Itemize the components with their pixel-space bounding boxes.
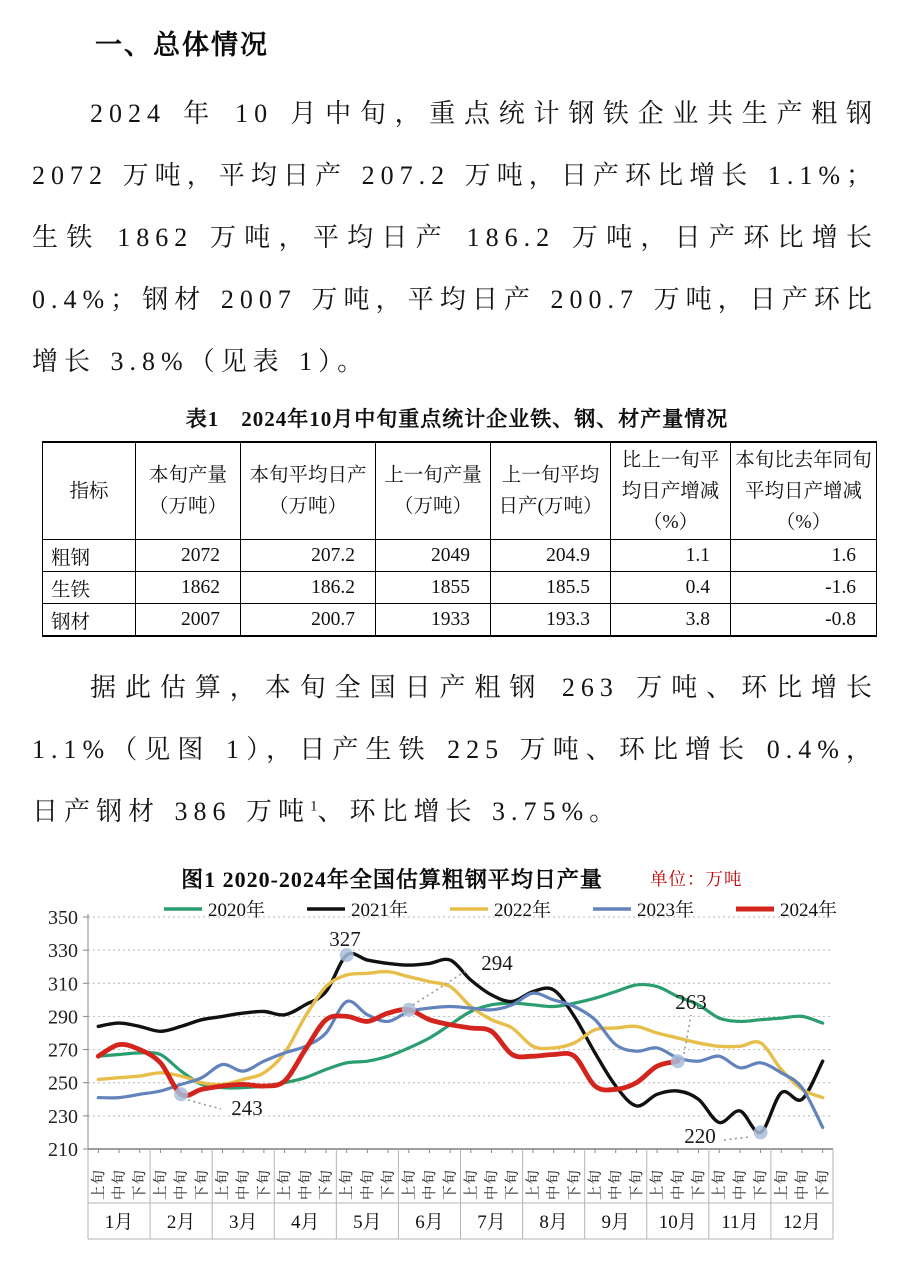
- x-period-label: 中旬: [484, 1169, 501, 1201]
- cell-value: 1933: [376, 604, 491, 637]
- col-header-indicator: 指标: [43, 442, 136, 540]
- col-header-change-vs-prev: 比上一旬平均日产增减（%）: [611, 442, 731, 540]
- col-header-change-vs-lastyear: 本旬比去年同旬平均日产增减（%）: [731, 442, 877, 540]
- cell-value: 200.7: [241, 604, 376, 637]
- cell-value: 193.3: [491, 604, 611, 637]
- x-month-label: 11月: [721, 1212, 759, 1234]
- footnote-marker: 1: [310, 798, 318, 815]
- cell-value: -1.6: [731, 572, 877, 604]
- annotation-marker-263: [671, 1054, 685, 1068]
- table-row-crude-steel: [43, 540, 877, 572]
- chart-unit-label: 单位：万吨: [650, 869, 743, 890]
- x-period-label: 下旬: [132, 1169, 149, 1201]
- cell-value: 1.6: [731, 540, 877, 572]
- cell-value: 2072: [136, 540, 241, 572]
- annotation-label-294: 294: [481, 951, 513, 976]
- x-period-label: 下旬: [443, 1169, 460, 1201]
- x-month-label: 7月: [477, 1212, 506, 1234]
- y-tick-label: 290: [48, 1006, 78, 1029]
- x-month-label: 9月: [601, 1212, 630, 1234]
- x-period-label: 下旬: [194, 1169, 211, 1201]
- legend-label-2021年: 2021年: [351, 900, 409, 922]
- table-row-steel-products: [43, 604, 877, 637]
- figure1-chart: [0, 849, 914, 1263]
- cell-value: -0.8: [731, 604, 877, 637]
- cell-value: 2049: [376, 540, 491, 572]
- x-period-label: 上旬: [277, 1169, 294, 1201]
- series-line-2023年: [98, 993, 822, 1127]
- x-period-label: 中旬: [422, 1169, 439, 1201]
- cell-value: 207.2: [241, 540, 376, 572]
- x-period-label: 中旬: [112, 1169, 128, 1201]
- col-header-prev-output: 上一旬产量（万吨）: [376, 442, 491, 540]
- x-period-label: 下旬: [691, 1169, 708, 1201]
- annotation-leader: [413, 971, 466, 1005]
- x-month-label: 8月: [539, 1212, 568, 1234]
- col-header-prev-daily: 上一旬平均日产(万吨）: [491, 442, 611, 540]
- x-period-label: 上旬: [91, 1169, 108, 1201]
- col-header-current-daily: 本旬平均日产（万吨）: [241, 442, 376, 540]
- x-period-label: 上旬: [588, 1169, 604, 1201]
- y-tick-label: 330: [48, 940, 78, 963]
- cell-value: 204.9: [491, 540, 611, 572]
- x-period-label: 上旬: [774, 1169, 791, 1201]
- x-month-label: 3月: [228, 1212, 258, 1234]
- row-label: 钢材: [43, 604, 136, 637]
- legend-label-2020年: 2020年: [208, 900, 266, 922]
- x-period-label: 中旬: [360, 1169, 377, 1201]
- x-period-label: 下旬: [319, 1169, 335, 1201]
- x-period-label: 中旬: [795, 1169, 811, 1201]
- y-tick-label: 230: [48, 1105, 78, 1128]
- cell-value: 1862: [136, 572, 241, 604]
- x-period-label: 中旬: [732, 1169, 749, 1201]
- annotation-leader: [188, 1100, 221, 1109]
- cell-value: 1.1: [611, 540, 731, 572]
- paragraph-estimate: [32, 657, 878, 843]
- cell-value: 2007: [136, 604, 241, 637]
- row-label: 粗钢: [43, 540, 136, 572]
- section-heading: 一、总体情况: [95, 30, 269, 61]
- annotation-label-263: 263: [675, 990, 707, 1015]
- x-period-label: 上旬: [650, 1169, 667, 1201]
- y-tick-label: 350: [48, 907, 78, 930]
- x-period-label: 下旬: [753, 1169, 770, 1201]
- x-month-label: 4月: [291, 1212, 320, 1234]
- y-tick-label: 310: [48, 973, 78, 996]
- x-period-label: 下旬: [505, 1169, 522, 1201]
- cell-value: 3.8: [611, 604, 731, 637]
- series-line-2021年: [98, 954, 822, 1133]
- y-tick-label: 270: [48, 1039, 78, 1062]
- series-line-2022年: [98, 972, 822, 1098]
- annotation-marker-243: [174, 1087, 188, 1101]
- annotation-label-327: 327: [329, 927, 361, 952]
- x-period-label: 上旬: [712, 1169, 729, 1201]
- x-period-label: 下旬: [567, 1169, 584, 1201]
- cell-value: 1855: [376, 572, 491, 604]
- x-period-label: 上旬: [153, 1169, 170, 1201]
- x-period-label: 上旬: [215, 1169, 232, 1201]
- x-period-label: 中旬: [608, 1169, 625, 1201]
- cell-value: 185.5: [491, 572, 611, 604]
- x-period-label: 下旬: [381, 1169, 398, 1201]
- x-period-label: 中旬: [236, 1169, 253, 1201]
- x-month-label: 6月: [415, 1212, 444, 1234]
- chart-title: 图1 2020-2024年全国估算粗钢平均日产量: [181, 867, 603, 893]
- annotation-marker-220: [754, 1125, 768, 1139]
- x-period-label: 上旬: [525, 1169, 542, 1201]
- y-tick-label: 250: [48, 1072, 78, 1095]
- y-tick-label: 210: [48, 1139, 78, 1162]
- x-period-label: 中旬: [298, 1169, 315, 1201]
- x-period-label: 上旬: [339, 1169, 356, 1201]
- legend-label-2024年: 2024年: [780, 900, 838, 922]
- col-header-current-output: 本旬产量（万吨）: [136, 442, 241, 540]
- x-period-label: 中旬: [174, 1169, 191, 1201]
- x-period-label: 上旬: [463, 1169, 480, 1201]
- x-month-label: 12月: [782, 1212, 821, 1234]
- annotation-leader: [724, 1137, 749, 1140]
- x-period-label: 下旬: [815, 1169, 832, 1201]
- x-period-label: 中旬: [670, 1169, 687, 1201]
- x-month-label: 5月: [353, 1212, 382, 1234]
- table-row-pig-iron: [43, 572, 877, 604]
- production-table: [42, 441, 877, 637]
- cell-value: 0.4: [611, 572, 731, 604]
- table-header-row: [43, 442, 877, 540]
- x-period-label: 下旬: [629, 1169, 646, 1201]
- x-month-label: 10月: [658, 1212, 697, 1234]
- annotation-label-243: 243: [231, 1096, 263, 1121]
- table-title: 表1 2024年10月中旬重点统计企业铁、钢、材产量情况: [185, 407, 729, 432]
- x-period-label: 中旬: [546, 1169, 563, 1201]
- estimate-text-cont: 、环比增长 3.75%。: [317, 797, 622, 827]
- cell-value: 186.2: [241, 572, 376, 604]
- row-label: 生铁: [43, 572, 136, 604]
- annotation-label-220: 220: [684, 1124, 716, 1149]
- paragraph-production-summary: 2024 年 10 月中旬，重点统计钢铁企业共生产粗钢 2072 万吨，平均日产 207.2 万吨，日产环比增长 1.1%；生铁 1862 万吨，平均日产 186.2 万吨，日产环比增长 0.4%；钢材 2007 万吨，平均日产 200.7 万吨，日产环比增长 3.8%（见表 1）。: [32, 99, 878, 377]
- x-period-label: 下旬: [256, 1169, 273, 1201]
- legend-label-2022年: 2022年: [494, 900, 552, 922]
- legend-label-2023年: 2023年: [637, 900, 695, 922]
- x-month-label: 1月: [104, 1212, 134, 1234]
- estimate-text: 据此估算，本旬全国日产粗钢 263 万吨、环比增长 1.1%（见图 1），日产生铁 225 万吨、环比增长 0.4%，日产钢材 386 万吨: [32, 673, 878, 827]
- x-period-label: 上旬: [401, 1169, 418, 1201]
- x-month-label: 2月: [166, 1212, 196, 1234]
- annotation-leader: [684, 1015, 691, 1054]
